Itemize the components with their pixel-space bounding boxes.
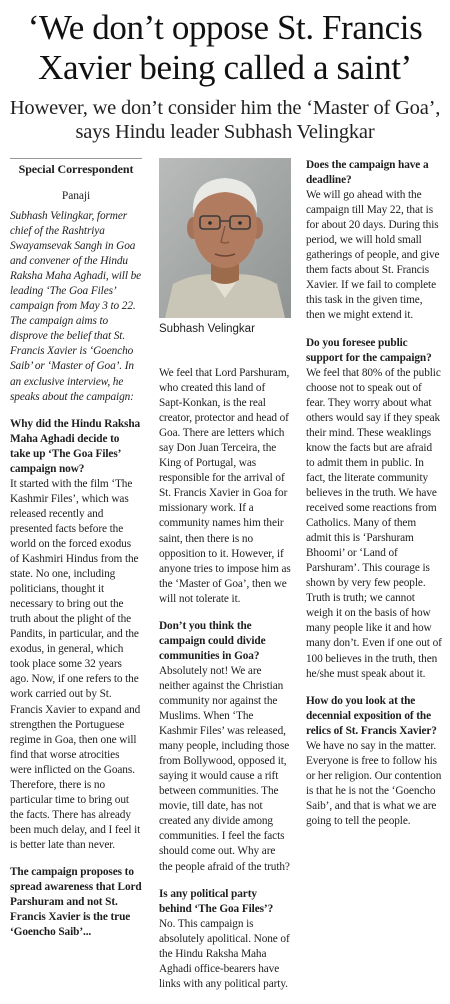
question-3: Don’t you think the campaign could divide communities in Goa? xyxy=(159,619,266,662)
portrait-illustration xyxy=(159,158,291,318)
dateline-location: Panaji xyxy=(61,190,91,202)
question-7: How do you look at the decennial exposition of the relics of St. Francis Xavier? xyxy=(306,694,437,737)
column-1 xyxy=(10,158,142,940)
answer-3: Absolutely not! We are neither against the Christian community nor against the Muslims. When ‘The Kashmir Files’ was released, many people, including those from Bollywood, opposed it, saying it would cause a rift between communities. The movie, till date, has not created any divide among communities. I feel the facts should come out. Why are the people afraid of the truth? xyxy=(159,664,290,873)
question-5: Does the campaign have a deadline? xyxy=(306,159,429,187)
headline: ‘We don’t oppose St. Francis Xavier being called a saint’ xyxy=(27,8,423,87)
column-2 xyxy=(159,366,291,1004)
answer-5: We will go ahead with the campaign till May 22, that is for about 20 days. During this period, we will hold small gatherings of people, and give them facts about St. Francis Xavier. If we fail to complete this task in the given time, then we might extend it. xyxy=(306,189,440,322)
question-6: Do you foresee public support for the campaign? xyxy=(306,336,432,364)
answer-6: We feel that 80% of the public choose not to speak out of fear. They worry about what others would say if they speak their mind. These weaklings know the facts but are afraid to admit them in public. In fact, the literate community believes in the truth. We have received some reactions from Catholics. Many of them admit this is ‘Parshuram Bhoomi’ or ‘Land of Parshuram’. This courage is shown by very few people. Truth is truth; we cannot weigh it on the basis of how many people like it and how many don’t. Even if one out of 100 believes in the truth, then he/she must speak about it. xyxy=(306,366,442,680)
question-1: Why did the Hindu Raksha Maha Aghadi decide to take up ‘The Goa Files’ campaign now? xyxy=(10,417,141,475)
question-2: The campaign proposes to spread awareness that Lord Parshuram and not St. Francis Xavier is the true ‘Goencho Saib’... xyxy=(10,865,142,939)
portrait-photo xyxy=(159,158,291,318)
column-3 xyxy=(306,158,442,841)
intro-paragraph: Subhash Velingkar, former chief of the Rashtriya Swayamsevak Sangh in Goa and convener of the Hindu Raksha Maha Aghadi, will be leading ‘The Goa Files’ campaign from May 3 to 22. The campaign aims to disprove the belief that St. Francis Xavier is ‘Goencho Saib’ or ‘Master of Goa’. In an exclusive interview, he speaks about the campaign: xyxy=(10,210,142,403)
answer-4: No. This campaign is absolutely apolitical. None of the Hindu Raksha Maha Aghadi office-bearers have links with any political party. xyxy=(159,917,290,990)
byline: Special Correspondent xyxy=(10,158,142,177)
answer-7: We have no say in the matter. Everyone is free to follow his or her religion. Our contention is that he is not the ‘Goencho Saib’, and that is what we are going to tell the people. xyxy=(306,739,442,827)
subheadline: However, we don’t consider him the ‘Master of Goa’, says Hindu leader Subhash Velingkar xyxy=(9,97,441,143)
answer-1: It started with the film ‘The Kashmir Files’, which was released recently and presented facts before the world on the forced exodus of Kashmiri Hindus from the state. No one, including politicians, thought it necessary to bring out the truth about the plight of the Pandits, in particular, and the exodus, in general, which took place some 32 years ago. Now, if one refers to the work carried out by St. Francis Xavier to expand and strengthen the Portuguese regime in Goa, then one will find that worse atrocities were inflicted on the Goans. Therefore, there is no particular time to bring out the facts. There has already been much delay, and I feel it is better late than never. xyxy=(10,477,141,851)
answer-2: We feel that Lord Parshuram, who created this land of Sapt-Konkan, is the real creator, protector and head of Goa. There are letters which say Don Juan Terceira, the King of Portugal, was responsible for the arrival of St. Francis Xavier in Goa for missionary work. If a community names him their saint, then there is no opposition to it. However, if anyone tries to impose him as the ‘Master of Goa’, then we will not tolerate it. xyxy=(159,367,291,605)
photo-caption: Subhash Velingkar xyxy=(159,323,255,335)
question-4: Is any political party behind ‘The Goa Files’? xyxy=(159,887,274,915)
